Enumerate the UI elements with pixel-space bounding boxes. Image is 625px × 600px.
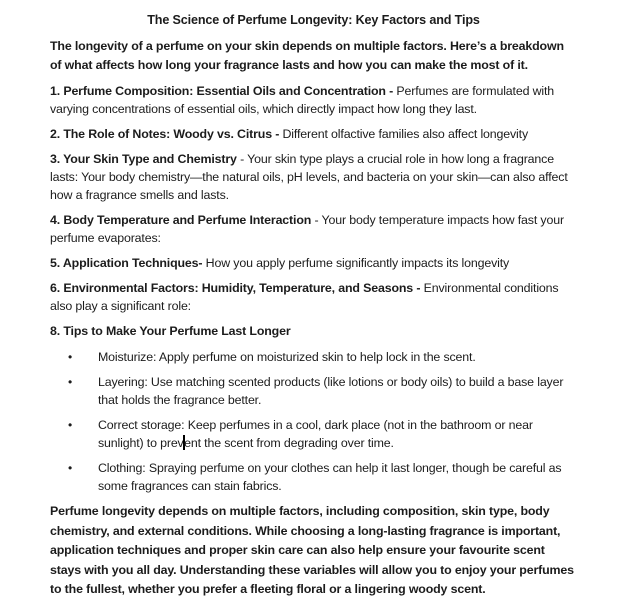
tip-item-correct-storage — [50, 416, 577, 452]
tip-text-after-cursor: ent the scent from degrading over time. — [184, 436, 394, 450]
section-3-heading: 3. Your Skin Type and Chemistry — [50, 152, 237, 166]
conclusion-paragraph: Perfume longevity depends on multiple factors, including composition, skin type, body chemistry, and external conditions. While choosing a long-lasting fragrance is important, application techniques and proper skin care can also help ensure your favourite scent stays with you all day. Understanding these variables will allow you to enjoy your perfumes to the fullest, whether you prefer a fleeting floral or a lingering woody scent. — [50, 504, 574, 596]
bullet-icon: • — [68, 350, 73, 364]
tip-text-before-cursor: Correct storage: Keep perfumes in a cool, dark place (not in the bathroom or near sunlight) to prev — [98, 418, 533, 450]
section-2-text: Different olfactive families also affect longevity — [279, 127, 528, 141]
section-3-text: - Your skin type plays a crucial role in how long a fragrance lasts: Your body chemistry—the natural oils, pH levels, and bacteria on your skin—can also affect how a fragrance smells and lasts. — [50, 152, 568, 202]
section-6-text: Environmental conditions also play a significant role: — [50, 281, 559, 313]
section-4-text: - Your body temperature impacts how fast your perfume evaporates: — [50, 213, 564, 245]
tip-text: Clothing: Spraying perfume on your clothes can help it last longer, though be careful as some fragrances can stain fabrics. — [98, 461, 562, 493]
bullet-icon: • — [68, 461, 73, 475]
tip-item-layering — [50, 373, 577, 409]
bullet-icon: • — [68, 418, 73, 432]
section-paragraph-3 — [50, 150, 577, 204]
section-paragraph-1 — [50, 82, 577, 118]
tip-text: Moisturize: Apply perfume on moisturized skin to help lock in the scent. — [98, 350, 476, 364]
section-1-heading: 1. Perfume Composition: Essential Oils and Concentration - — [50, 84, 394, 98]
page-title: The Science of Perfume Longevity: Key Factors and Tips — [147, 13, 480, 27]
tip-text: Layering: Use matching scented products (like lotions or body oils) to build a base layer that holds the fragrance better. — [98, 375, 564, 407]
section-paragraph-4 — [50, 211, 577, 247]
section-2-heading: 2. The Role of Notes: Woody vs. Citrus - — [50, 127, 280, 141]
section-6-heading: 6. Environmental Factors: Humidity, Temperature, and Seasons - — [50, 281, 421, 295]
intro-paragraph: The longevity of a perfume on your skin depends on multiple factors. Here’s a breakdown of what affects how long your fragrance lasts and how you can make the most of it. — [50, 39, 564, 72]
section-1-text: Perfumes are formulated with varying concentrations of essential oils, which directly impact how long they last. — [50, 84, 555, 116]
tip-item-clothing — [50, 459, 577, 495]
section-4-heading: 4. Body Temperature and Perfume Interaction — [50, 213, 312, 227]
tip-item-moisturize — [50, 348, 577, 366]
section-paragraph-2 — [50, 125, 577, 143]
tip-text — [98, 416, 577, 452]
section-paragraph-6 — [50, 279, 577, 315]
section-5-text: How you apply perfume significantly impacts its longevity — [202, 256, 510, 270]
tips-heading: 8. Tips to Make Your Perfume Last Longer — [50, 324, 291, 338]
tips-list — [50, 348, 577, 495]
section-5-heading: 5. Application Techniques- — [50, 256, 203, 270]
bullet-icon: • — [68, 375, 73, 389]
section-paragraph-5 — [50, 254, 577, 272]
